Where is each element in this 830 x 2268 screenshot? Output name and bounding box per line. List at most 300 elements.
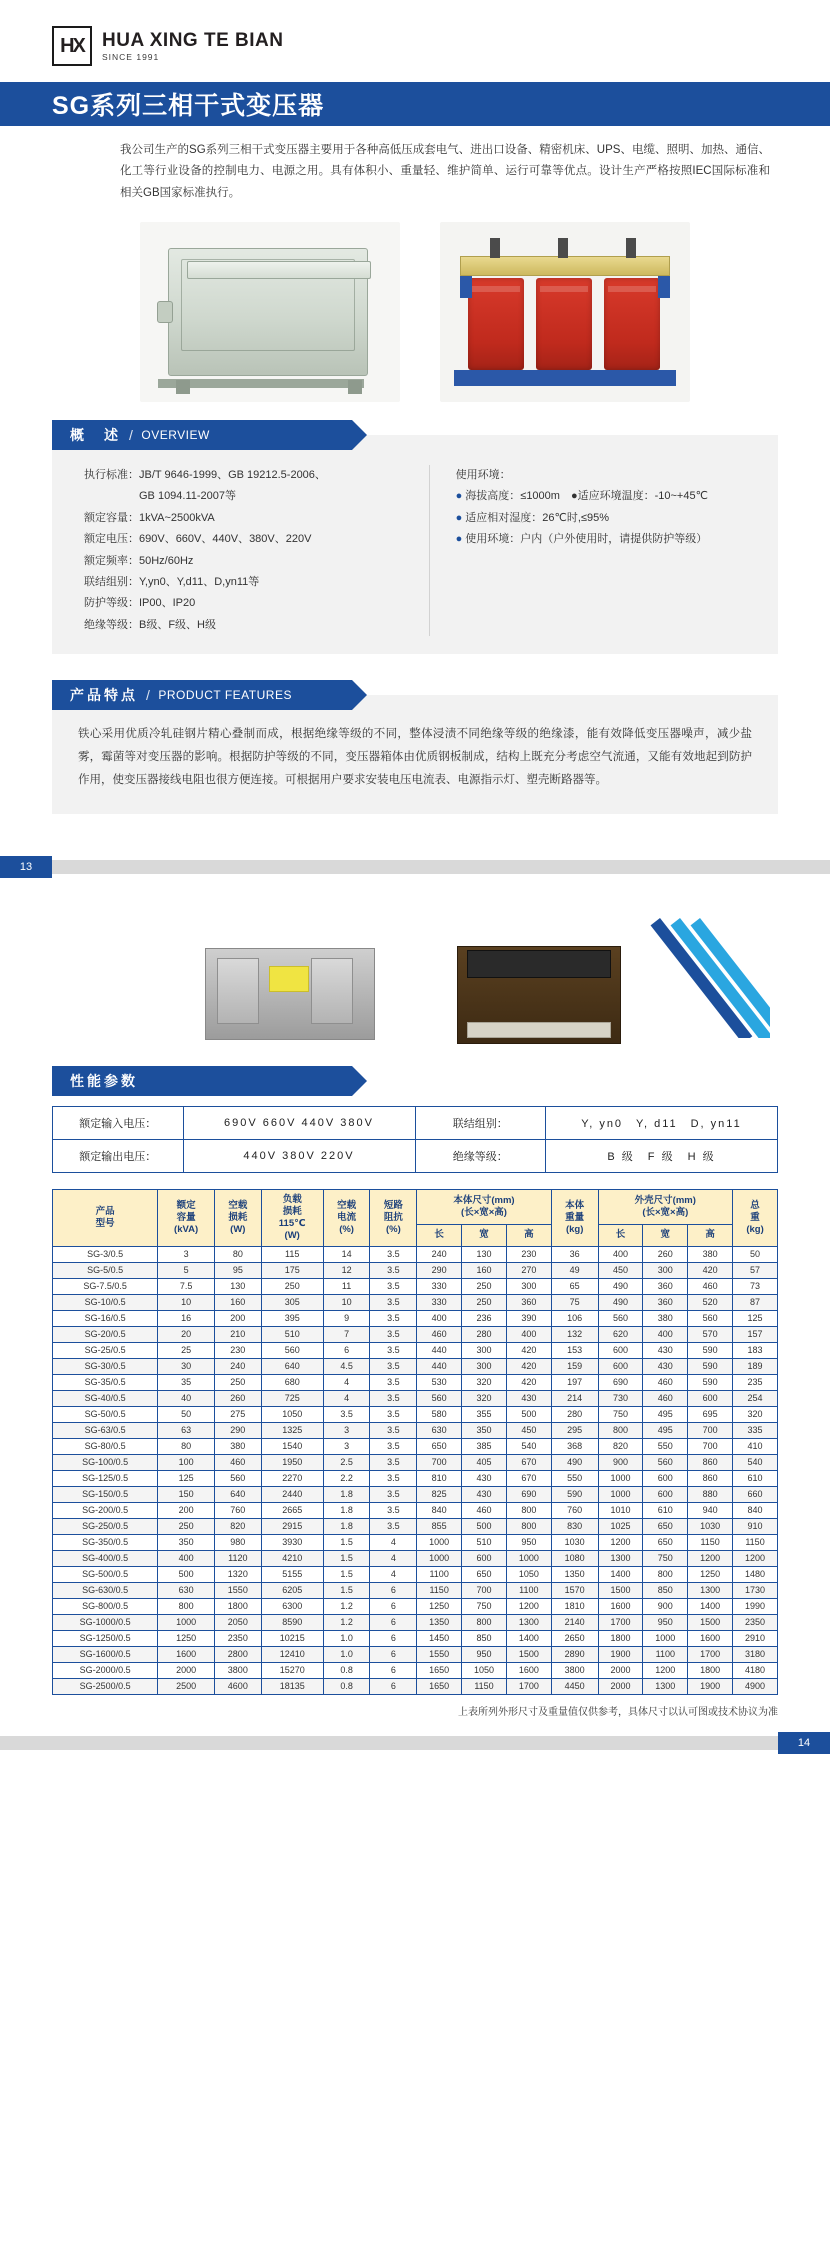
cell-value: 1650 <box>417 1662 462 1678</box>
cell-value: 280 <box>551 1406 598 1422</box>
parameters-table-head <box>53 1190 778 1247</box>
cell-value: 750 <box>462 1598 507 1614</box>
cell-value: 385 <box>462 1438 507 1454</box>
cell-value: 800 <box>506 1502 551 1518</box>
cell-value: 590 <box>688 1342 733 1358</box>
th-no-load-loss: 空载 损耗 (W) <box>214 1190 261 1247</box>
performance-ribbon <box>52 1066 352 1096</box>
cell-value: 760 <box>214 1502 261 1518</box>
cell-value: 1.2 <box>323 1614 370 1630</box>
cell-value: 620 <box>598 1326 643 1342</box>
cell-value: 430 <box>506 1390 551 1406</box>
cell-value: 280 <box>462 1326 507 1342</box>
cell-value: 6 <box>370 1614 417 1630</box>
cell-model: SG-350/0.5 <box>53 1534 158 1550</box>
cell-value: 132 <box>551 1326 598 1342</box>
cell-value: 1600 <box>688 1630 733 1646</box>
cell-value: 395 <box>261 1310 323 1326</box>
overview-panel <box>52 435 778 655</box>
brand-since: SINCE 1991 <box>102 51 160 62</box>
cell-value: 440 <box>417 1358 462 1374</box>
cell-value: 4 <box>370 1566 417 1582</box>
cell-value: 157 <box>733 1326 778 1342</box>
cell-model: SG-30/0.5 <box>53 1358 158 1374</box>
cell-value: 3.5 <box>370 1518 417 1534</box>
cell-value: 1700 <box>506 1678 551 1694</box>
cell-model: SG-16/0.5 <box>53 1310 158 1326</box>
connection-group-label: 联结组别： <box>415 1107 546 1140</box>
table-row <box>53 1262 778 1278</box>
rated-output-voltage-label: 额定输出电压： <box>53 1140 184 1173</box>
cell-value: 560 <box>688 1310 733 1326</box>
th-encl-length: 长 <box>598 1224 643 1246</box>
cell-value: 810 <box>417 1470 462 1486</box>
cell-value: 380 <box>688 1246 733 1262</box>
bullet-icon: ● <box>455 533 463 546</box>
cell-value: 400 <box>417 1310 462 1326</box>
cell-value: 600 <box>598 1342 643 1358</box>
cell-value: 540 <box>733 1454 778 1470</box>
cell-value: 430 <box>643 1342 688 1358</box>
grey-enclosure-transformer-photo <box>140 222 400 402</box>
cell-model: SG-500/0.5 <box>53 1566 158 1582</box>
cell-value: 3180 <box>733 1646 778 1662</box>
table-row <box>53 1598 778 1614</box>
th-impedance: 短路 阻抗 (%) <box>370 1190 417 1247</box>
cell-value: 1990 <box>733 1598 778 1614</box>
cell-value: 4 <box>323 1390 370 1406</box>
cell-value: 1300 <box>688 1582 733 1598</box>
table-row <box>53 1406 778 1422</box>
cell-value: 460 <box>688 1278 733 1294</box>
cell-value: 1400 <box>598 1566 643 1582</box>
table-row <box>53 1246 778 1262</box>
cell-value: 420 <box>506 1374 551 1390</box>
rated-input-voltage-value: 690V 660V 440V 380V <box>183 1107 415 1140</box>
cell-value: 3 <box>323 1438 370 1454</box>
cell-model: SG-50/0.5 <box>53 1406 158 1422</box>
cell-value: 760 <box>551 1502 598 1518</box>
cell-value: 1550 <box>417 1646 462 1662</box>
cell-model: SG-63/0.5 <box>53 1422 158 1438</box>
cell-model: SG-800/0.5 <box>53 1598 158 1614</box>
cell-value: 4 <box>370 1534 417 1550</box>
cell-value: 1000 <box>598 1470 643 1486</box>
cell-value: 630 <box>417 1422 462 1438</box>
cell-value: 35 <box>158 1374 215 1390</box>
cell-value: 1000 <box>417 1534 462 1550</box>
cell-value: 610 <box>643 1502 688 1518</box>
table-header-row <box>53 1190 778 1225</box>
cell-value: 1900 <box>598 1646 643 1662</box>
cell-value: 3.5 <box>370 1486 417 1502</box>
cell-value: 1600 <box>158 1646 215 1662</box>
cell-model: SG-1250/0.5 <box>53 1630 158 1646</box>
cell-value: 1800 <box>688 1662 733 1678</box>
cell-value: 1700 <box>598 1614 643 1630</box>
cell-value: 87 <box>733 1294 778 1310</box>
cell-value: 1200 <box>733 1550 778 1566</box>
cell-value: 254 <box>733 1390 778 1406</box>
table-row <box>53 1550 778 1566</box>
cell-value: 420 <box>506 1358 551 1374</box>
cell-value: 3.5 <box>370 1310 417 1326</box>
cell-value: 550 <box>551 1470 598 1486</box>
cell-value: 63 <box>158 1422 215 1438</box>
cell-value: 3.5 <box>370 1422 417 1438</box>
cell-value: 460 <box>462 1502 507 1518</box>
cell-value: 1300 <box>506 1614 551 1630</box>
environment-title: 使用环境： <box>455 468 511 481</box>
cell-value: 640 <box>214 1486 261 1502</box>
features-title-cn: 产品特点 <box>70 687 138 704</box>
table-row <box>53 1630 778 1646</box>
cell-value: 6 <box>370 1582 417 1598</box>
th-capacity: 额定 容量 (kVA) <box>158 1190 215 1247</box>
cell-value: 950 <box>462 1646 507 1662</box>
cell-value: 130 <box>214 1278 261 1294</box>
cell-value: 115 <box>261 1246 323 1262</box>
cell-value: 360 <box>506 1294 551 1310</box>
cell-value: 2270 <box>261 1470 323 1486</box>
cell-value: 590 <box>551 1486 598 1502</box>
cell-value: 160 <box>462 1262 507 1278</box>
cell-value: 3.5 <box>370 1390 417 1406</box>
cell-value: 1250 <box>417 1598 462 1614</box>
cell-value: 680 <box>261 1374 323 1390</box>
cell-value: 175 <box>261 1262 323 1278</box>
cell-value: 300 <box>506 1278 551 1294</box>
cell-model: SG-80/0.5 <box>53 1438 158 1454</box>
hx-monogram-icon: HX <box>52 26 92 66</box>
connection-group-value: Y, yn0 Y, d11 D, yn11 <box>546 1107 778 1140</box>
cell-value: 2910 <box>733 1630 778 1646</box>
cell-value: 3.5 <box>370 1502 417 1518</box>
environment-item-1 <box>456 508 756 529</box>
cell-value: 670 <box>506 1470 551 1486</box>
cell-model: SG-20/0.5 <box>53 1326 158 1342</box>
cell-value: 197 <box>551 1374 598 1390</box>
cell-value: 695 <box>688 1406 733 1422</box>
cell-value: 1900 <box>688 1678 733 1694</box>
cell-value: 3.5 <box>370 1342 417 1358</box>
cell-value: 320 <box>462 1390 507 1406</box>
cell-value: 250 <box>158 1518 215 1534</box>
performance-title-cn: 性能参数 <box>70 1073 138 1090</box>
cell-value: 125 <box>158 1470 215 1486</box>
cell-value: 940 <box>688 1502 733 1518</box>
overview-left-line-1: GB 1094.11-2007等 <box>84 490 237 503</box>
table-row <box>53 1390 778 1406</box>
cell-value: 3.5 <box>370 1358 417 1374</box>
cell-value: 290 <box>417 1262 462 1278</box>
cell-value: 5155 <box>261 1566 323 1582</box>
cell-value: 350 <box>158 1534 215 1550</box>
cell-value: 590 <box>688 1358 733 1374</box>
cell-value: 12410 <box>261 1646 323 1662</box>
cell-value: 420 <box>688 1262 733 1278</box>
cell-model: SG-250/0.5 <box>53 1518 158 1534</box>
table-row <box>53 1518 778 1534</box>
intro-paragraph: 我公司生产的SG系列三相干式变压器主要用于各种高低压成套电气、进出口设备、精密机床、UPS、电缆、照明、加热、通信、化工等行业设备的控制电力、电源之用。具有体积小、重量轻、维护简单、运行可靠等优点。设计生产严格按照IEC国际标准和相关GB国家标准执行。 <box>120 144 770 199</box>
th-load-loss: 负载 损耗 115℃ (W) <box>261 1190 323 1247</box>
cell-value: 250 <box>462 1278 507 1294</box>
insulation-class-value: B 级 F 级 H 级 <box>546 1140 778 1173</box>
cell-value: 840 <box>417 1502 462 1518</box>
cell-value: 3 <box>158 1246 215 1262</box>
cell-value: 380 <box>643 1310 688 1326</box>
cell-value: 3.5 <box>370 1278 417 1294</box>
cell-value: 1050 <box>506 1566 551 1582</box>
cell-value: 6205 <box>261 1582 323 1598</box>
th-encl-width: 宽 <box>643 1224 688 1246</box>
cell-value: 300 <box>462 1358 507 1374</box>
cell-value: 540 <box>506 1438 551 1454</box>
cell-value: 95 <box>214 1262 261 1278</box>
cell-value: 590 <box>688 1374 733 1390</box>
cell-value: 3.5 <box>370 1470 417 1486</box>
table-row <box>53 1374 778 1390</box>
cell-model: SG-40/0.5 <box>53 1390 158 1406</box>
cell-value: 550 <box>643 1438 688 1454</box>
cell-value: 1300 <box>643 1678 688 1694</box>
cell-value: 4 <box>323 1374 370 1390</box>
cell-value: 460 <box>643 1374 688 1390</box>
cell-value: 725 <box>261 1390 323 1406</box>
cell-value: 1.5 <box>323 1566 370 1582</box>
cell-value: 980 <box>214 1534 261 1550</box>
cell-model: SG-3/0.5 <box>53 1246 158 1262</box>
cell-value: 560 <box>261 1342 323 1358</box>
cell-value: 1400 <box>506 1630 551 1646</box>
overview-left-line-5: 联结组别：Y,yn0、Y,d11、D,yn11等 <box>84 575 260 588</box>
cell-model: SG-2500/0.5 <box>53 1678 158 1694</box>
cell-value: 16 <box>158 1310 215 1326</box>
cell-value: 4.5 <box>323 1358 370 1374</box>
th-encl-height: 高 <box>688 1224 733 1246</box>
cell-value: 6 <box>370 1646 417 1662</box>
cell-value: 430 <box>462 1486 507 1502</box>
cell-value: 360 <box>643 1294 688 1310</box>
cell-value: 1.8 <box>323 1502 370 1518</box>
table-row <box>53 1678 778 1694</box>
cell-value: 490 <box>598 1294 643 1310</box>
cell-value: 1730 <box>733 1582 778 1598</box>
cell-value: 825 <box>417 1486 462 1502</box>
table-row <box>53 1502 778 1518</box>
cell-value: 640 <box>261 1358 323 1374</box>
features-panel: 铁心采用优质冷轧硅钢片精心叠制而成，根据绝缘等级的不同，整体浸渍不同绝缘等级的绝缘漆，能有效降低变压器噪声，减少盐雾，霉菌等对变压器的影响。根据防护等级的不同，变压器箱体由优质钢板制成，结构上既充分考虑空气流通，又能有效地起到防护作用，使变压器接线电阻也很方便连接。可根据用户要求安装电压电流表、电源指示灯、塑壳断路器等。 <box>52 695 778 814</box>
cell-value: 360 <box>643 1278 688 1294</box>
cell-value: 2050 <box>214 1614 261 1630</box>
cell-value: 430 <box>462 1470 507 1486</box>
cell-value: 350 <box>462 1422 507 1438</box>
th-total-weight: 总 重 (kg) <box>733 1190 778 1247</box>
page-1-folio: 13 <box>0 856 52 878</box>
cell-value: 850 <box>462 1630 507 1646</box>
page-title: SG系列三相干式变压器 <box>52 92 325 120</box>
cell-value: 75 <box>551 1294 598 1310</box>
page-title-bar <box>0 82 830 126</box>
cell-value: 400 <box>506 1326 551 1342</box>
cell-value: 240 <box>417 1246 462 1262</box>
overview-left-line-2: 额定容量：1kVA~2500kVA <box>84 511 215 524</box>
cell-value: 183 <box>733 1342 778 1358</box>
cell-value: 1540 <box>261 1438 323 1454</box>
cell-value: 560 <box>417 1390 462 1406</box>
environment-item-2-text: 使用环境：户内（户外使用时，请提供防护等级） <box>465 533 708 546</box>
cell-value: 1500 <box>688 1614 733 1630</box>
cell-value: 410 <box>733 1438 778 1454</box>
cell-value: 2890 <box>551 1646 598 1662</box>
cell-value: 6 <box>370 1662 417 1678</box>
cell-value: 800 <box>643 1566 688 1582</box>
cell-value: 4 <box>370 1550 417 1566</box>
table-row <box>53 1470 778 1486</box>
rated-input-voltage-label: 额定输入电压： <box>53 1107 184 1140</box>
cell-value: 1030 <box>688 1518 733 1534</box>
cell-value: 1500 <box>506 1646 551 1662</box>
cell-value: 2.5 <box>323 1454 370 1470</box>
parameters-table-body <box>53 1246 778 1694</box>
cell-value: 460 <box>214 1454 261 1470</box>
table-row <box>53 1294 778 1310</box>
cell-value: 690 <box>506 1486 551 1502</box>
cell-value: 2650 <box>551 1630 598 1646</box>
environment-item-2 <box>456 529 756 550</box>
cell-value: 6300 <box>261 1598 323 1614</box>
cell-value: 150 <box>158 1486 215 1502</box>
cell-value: 189 <box>733 1358 778 1374</box>
cell-value: 490 <box>551 1454 598 1470</box>
cell-value: 900 <box>598 1454 643 1470</box>
th-body-weight: 本体 重量 (kg) <box>551 1190 598 1247</box>
cell-value: 330 <box>417 1278 462 1294</box>
cell-value: 4900 <box>733 1678 778 1694</box>
footer-rule <box>52 860 830 874</box>
cell-value: 14 <box>323 1246 370 1262</box>
cell-value: 1.2 <box>323 1598 370 1614</box>
cell-value: 560 <box>214 1470 261 1486</box>
cell-value: 15270 <box>261 1662 323 1678</box>
cell-model: SG-150/0.5 <box>53 1486 158 1502</box>
cell-value: 9 <box>323 1310 370 1326</box>
cell-value: 600 <box>462 1550 507 1566</box>
cell-model: SG-1600/0.5 <box>53 1646 158 1662</box>
cell-value: 290 <box>214 1422 261 1438</box>
cell-value: 73 <box>733 1278 778 1294</box>
cell-value: 750 <box>598 1406 643 1422</box>
cell-value: 1480 <box>733 1566 778 1582</box>
cell-value: 950 <box>506 1534 551 1550</box>
page-2-folio: 14 <box>778 1732 830 1754</box>
cell-value: 800 <box>598 1422 643 1438</box>
cell-value: 330 <box>417 1294 462 1310</box>
cell-value: 335 <box>733 1422 778 1438</box>
cell-model: SG-125/0.5 <box>53 1470 158 1486</box>
cell-value: 4600 <box>214 1678 261 1694</box>
cell-value: 430 <box>643 1358 688 1374</box>
cell-value: 3930 <box>261 1534 323 1550</box>
table-row <box>53 1107 778 1140</box>
cell-value: 1200 <box>688 1550 733 1566</box>
cell-value: 80 <box>214 1246 261 1262</box>
cell-value: 236 <box>462 1310 507 1326</box>
cell-value: 860 <box>688 1454 733 1470</box>
table-row <box>53 1310 778 1326</box>
cell-value: 2915 <box>261 1518 323 1534</box>
features-ribbon <box>52 680 352 710</box>
cell-value: 130 <box>462 1246 507 1262</box>
cell-model: SG-200/0.5 <box>53 1502 158 1518</box>
table-row <box>53 1342 778 1358</box>
table-row <box>53 1614 778 1630</box>
cell-value: 1050 <box>462 1662 507 1678</box>
cell-value: 910 <box>733 1518 778 1534</box>
cell-value: 500 <box>158 1566 215 1582</box>
cell-value: 49 <box>551 1262 598 1278</box>
cell-value: 10 <box>323 1294 370 1310</box>
cell-value: 2350 <box>733 1614 778 1630</box>
cell-value: 3.5 <box>370 1262 417 1278</box>
cell-value: 320 <box>462 1374 507 1390</box>
features-title-en: PRODUCT FEATURES <box>158 688 292 703</box>
cell-value: 3800 <box>214 1662 261 1678</box>
cell-value: 12 <box>323 1262 370 1278</box>
cell-value: 820 <box>214 1518 261 1534</box>
cell-value: 650 <box>462 1566 507 1582</box>
cell-value: 1000 <box>506 1550 551 1566</box>
cell-value: 900 <box>643 1598 688 1614</box>
cell-value: 3.5 <box>370 1438 417 1454</box>
table-row <box>53 1582 778 1598</box>
cell-value: 0.8 <box>323 1678 370 1694</box>
cell-value: 460 <box>643 1390 688 1406</box>
cell-value: 660 <box>733 1486 778 1502</box>
cell-value: 730 <box>598 1390 643 1406</box>
cell-value: 1080 <box>551 1550 598 1566</box>
cell-value: 600 <box>643 1470 688 1486</box>
cell-value: 1600 <box>598 1598 643 1614</box>
cell-value: 400 <box>643 1326 688 1342</box>
th-enclosure-dimensions: 外壳尺寸(mm) (长×宽×高) <box>598 1190 733 1225</box>
overview-right-column <box>429 465 756 637</box>
page-gap <box>0 878 830 896</box>
overview-left-line-3: 额定电压：690V、660V、440V、380V、220V <box>84 533 312 546</box>
cell-value: 1.5 <box>323 1534 370 1550</box>
cell-value: 1.8 <box>323 1518 370 1534</box>
cell-value: 1150 <box>462 1678 507 1694</box>
cell-value: 830 <box>551 1518 598 1534</box>
cell-value: 1400 <box>688 1598 733 1614</box>
cell-model: SG-100/0.5 <box>53 1454 158 1470</box>
cell-value: 400 <box>158 1550 215 1566</box>
cell-value: 2000 <box>598 1678 643 1694</box>
table-row <box>53 1646 778 1662</box>
cell-value: 1800 <box>598 1630 643 1646</box>
cell-value: 2800 <box>214 1646 261 1662</box>
cell-value: 800 <box>462 1614 507 1630</box>
cell-value: 300 <box>643 1262 688 1278</box>
cell-value: 500 <box>462 1518 507 1534</box>
cell-value: 275 <box>214 1406 261 1422</box>
cell-value: 600 <box>598 1358 643 1374</box>
cell-value: 2665 <box>261 1502 323 1518</box>
cell-value: 3800 <box>551 1662 598 1678</box>
cell-value: 820 <box>598 1438 643 1454</box>
cell-value: 1570 <box>551 1582 598 1598</box>
cell-value: 510 <box>462 1534 507 1550</box>
